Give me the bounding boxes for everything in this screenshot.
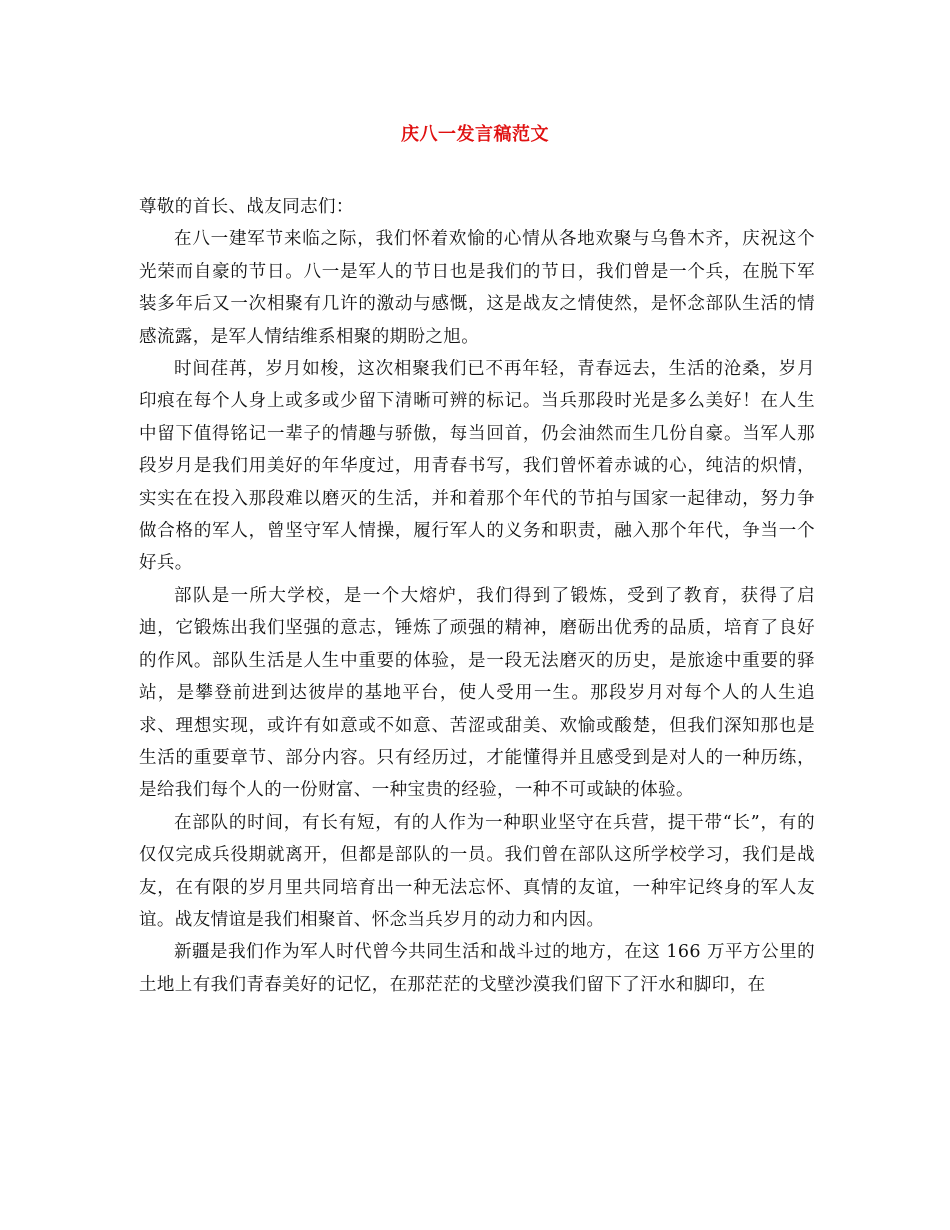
paragraph: 新疆是我们作为军人时代曾今共同生活和战斗过的地方，在这 166 万平方公里的土地上有我们青春美好的记忆，在那茫茫的戈壁沙漠我们留下了汗水和脚印，在 [139,942,815,995]
paragraph: 在部队的时间，有长有短，有的人作为一种职业坚守在兵营，提干带“长”，有的仅仅完成兵役期就离开，但都是部队的一员。我们曾在部队这所学校学习，我们是战友，在有限的岁月里共同培育出一种无法忘怀、真情的友谊，一种牢记终身的军人友谊。战友情谊是我们相聚首、怀念当兵岁月的动力和内因。 [139,812,815,930]
document-body [139,191,815,1001]
paragraph: 在八一建军节来临之际，我们怀着欢愉的心情从各地欢聚与乌鲁木齐，庆祝这个光荣而自豪的节日。八一是军人的节日也是我们的节日，我们曾是一个兵，在脱下军装多年后又一次相聚有几许的激动与感慨，这是战友之情使然，是怀念部队生活的情感流露，是军人情结维系相聚的期盼之旭。 [139,229,815,347]
salutation: 尊敬的首长、战友同志们： [139,197,354,217]
paragraph: 时间荏苒，岁月如梭，这次相聚我们已不再年轻，青春远去，生活的沧桑，岁月印痕在每个人身上或多或少留下清晰可辨的标记。当兵那段时光是多么美好！在人生中留下值得铭记一辈子的情趣与骄傲，每当回首，仍会油然而生几份自豪。当军人那段岁月是我们用美好的年华度过，用青春书写，我们曾怀着赤诚的心，纯洁的炽情，实实在在投入那段难以磨灭的生活，并和着那个年代的节拍与国家一起律动，努力争做合格的军人，曾坚守军人情操，履行军人的义务和职责，融入那个年代，争当一个好兵。 [139,359,815,574]
paragraph: 部队是一所大学校，是一个大熔炉，我们得到了锻炼，受到了教育，获得了启迪，它锻炼出我们坚强的意志，锤炼了顽强的精神，磨砺出优秀的品质，培育了良好的作风。部队生活是人生中重要的体验，是一段无法磨灭的历史，是旅途中重要的驿站，是攀登前进到达彼岸的基地平台，使人受用一生。那段岁月对每个人的人生追求、理想实现，或许有如意或不如意、苦涩或甜美、欢愉或酸楚，但我们深知那也是生活的重要章节、部分内容。只有经历过，才能懂得并且感受到是对人的一种历练，是给我们每个人的一份财富、一种宝贵的经验，一种不可或缺的体验。 [139,585,815,801]
document-title: 庆八一发言稿范文 [401,124,549,145]
